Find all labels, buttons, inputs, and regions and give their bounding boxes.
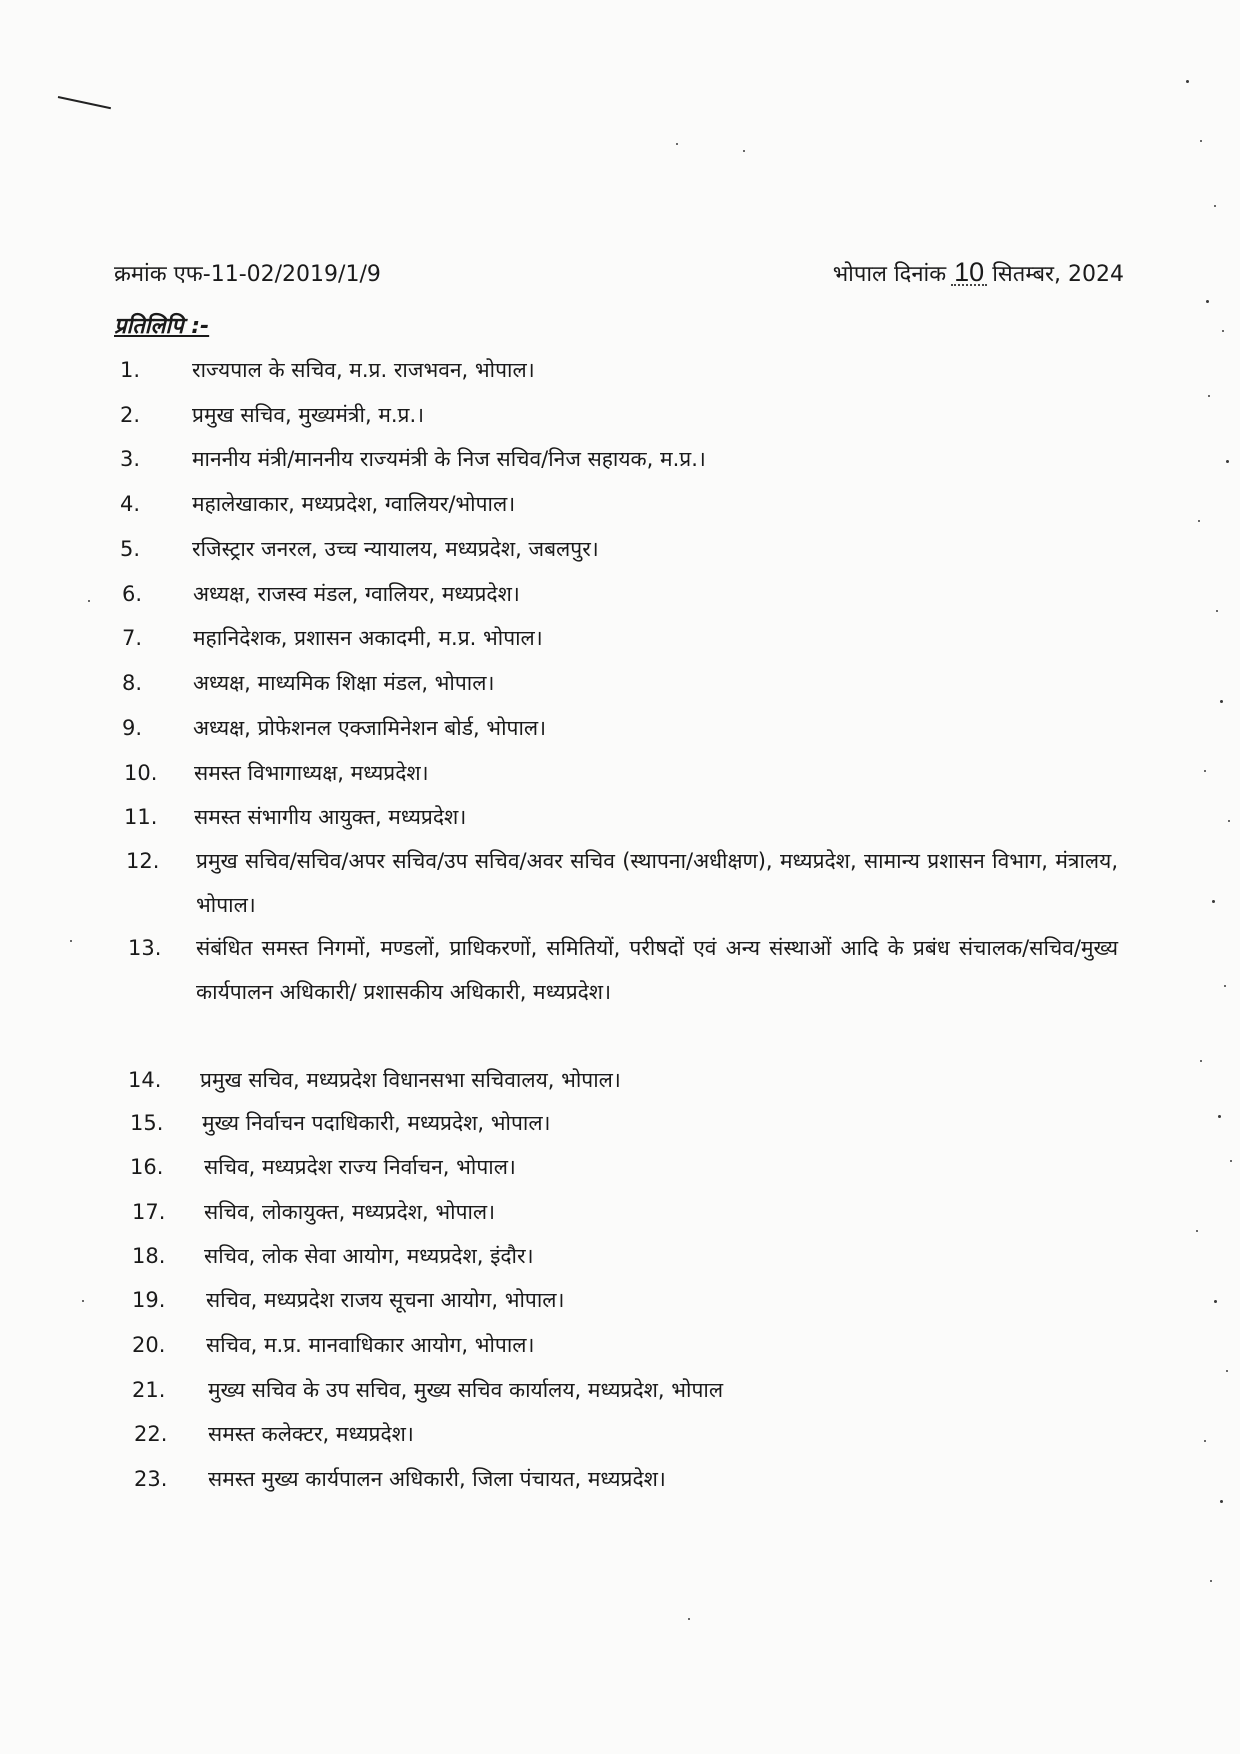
item-number: 14.: [128, 1068, 162, 1092]
scan-speck: [70, 940, 72, 942]
scan-speck: [1216, 610, 1218, 612]
item-number: 1.: [120, 358, 141, 382]
item-number: 15.: [130, 1111, 164, 1135]
item-text: राज्यपाल के सचिव, म.प्र. राजभवन, भोपाल।: [192, 358, 535, 382]
scan-speck: [1208, 395, 1210, 397]
item-number: 23.: [134, 1467, 168, 1491]
item-text: प्रमुख सचिव, मध्यप्रदेश विधानसभा सचिवालय, भोपाल।: [200, 1068, 621, 1092]
scan-speck: [82, 1300, 84, 1302]
item-number: 2.: [120, 403, 141, 427]
item-number: 10.: [124, 761, 158, 785]
scan-speck: [1214, 205, 1216, 207]
scan-speck: [1210, 1580, 1212, 1582]
item-text: सचिव, लोकायुक्त, मध्यप्रदेश, भोपाल।: [204, 1200, 496, 1224]
item-number: 8.: [122, 671, 143, 695]
scan-speck: [1228, 820, 1230, 822]
document-header: [114, 258, 1124, 298]
item-number: 6.: [122, 582, 143, 606]
item-text: अध्यक्ष, प्रोफेशनल एक्जामिनेशन बोर्ड, भोपाल।: [193, 716, 547, 740]
item-number: 19.: [132, 1288, 166, 1312]
item-text: प्रमुख सचिव/सचिव/अपर सचिव/उप सचिव/अवर सचिव (स्थापना/अधीक्षण), मध्यप्रदेश, सामान्य प्रशासन विभाग, मंत्रालय, भोपाल।: [196, 849, 1118, 917]
item-number: 3.: [120, 447, 141, 471]
item-text: सचिव, मध्यप्रदेश राज्य निर्वाचन, भोपाल।: [204, 1155, 516, 1179]
item-text: महालेखाकार, मध्यप्रदेश, ग्वालियर/भोपाल।: [192, 492, 516, 516]
issue-date: [833, 258, 1124, 288]
item-number: 11.: [124, 805, 158, 829]
scan-speck: [1214, 1300, 1217, 1303]
item-number: 18.: [132, 1244, 166, 1268]
item-text: सचिव, म.प्र. मानवाधिकार आयोग, भोपाल।: [206, 1333, 535, 1357]
item-text: अध्यक्ष, माध्यमिक शिक्षा मंडल, भोपाल।: [193, 671, 495, 695]
date-month-year: सितम्बर, 2024: [992, 262, 1124, 287]
item-text: संबंधित समस्त निगमों, मण्डलों, प्राधिकरणों, समितियों, परीषदों एवं अन्य संस्थाओं आदि के प्रबंध संचालक/सचिव/मुख्य कार्यपालन अधिकारी/ प्रशासकीय अधिकारी, मध्यप्रदेश।: [196, 936, 1118, 1004]
item-text: समस्त संभागीय आयुक्त, मध्यप्रदेश।: [194, 805, 467, 829]
scan-speck: [1224, 985, 1226, 987]
item-number: 16.: [130, 1155, 164, 1179]
scan-speck: [1200, 1060, 1202, 1062]
scan-speck: [1222, 330, 1224, 332]
scan-speck: [1196, 1230, 1198, 1232]
item-text: महानिदेशक, प्रशासन अकादमी, म.प्र. भोपाल।: [193, 626, 543, 650]
scan-speck: [1220, 700, 1223, 703]
scan-speck: [1206, 300, 1209, 303]
item-text: सचिव, मध्यप्रदेश राजय सूचना आयोग, भोपाल।: [206, 1288, 565, 1312]
scan-speck: [1218, 1115, 1221, 1118]
item-text: मुख्य निर्वाचन पदाधिकारी, मध्यप्रदेश, भोपाल।: [202, 1111, 551, 1135]
scan-speck: [676, 143, 678, 145]
item-text: अध्यक्ष, राजस्व मंडल, ग्वालियर, मध्यप्रदेश।: [193, 582, 520, 606]
scan-speck: [1204, 1440, 1206, 1442]
item-number: 12.: [126, 849, 160, 873]
item-text: माननीय मंत्री/माननीय राज्यमंत्री के निज सचिव/निज सहायक, म.प्र.।: [192, 447, 706, 471]
date-day: 10: [951, 260, 987, 286]
item-text: समस्त कलेक्टर, मध्यप्रदेश।: [208, 1422, 414, 1446]
item-number: 20.: [132, 1333, 166, 1357]
item-text: सचिव, लोक सेवा आयोग, मध्यप्रदेश, इंदौर।: [204, 1244, 534, 1268]
reference-number: क्रमांक एफ-11-02/2019/1/9: [114, 262, 381, 287]
item-number: 21.: [132, 1378, 166, 1402]
item-text: मुख्य सचिव के उप सचिव, मुख्य सचिव कार्यालय, मध्यप्रदेश, भोपाल: [208, 1378, 724, 1402]
scan-speck: [1226, 460, 1229, 463]
scan-speck: [743, 150, 745, 152]
item-text: रजिस्ट्रार जनरल, उच्च न्यायालय, मध्यप्रदेश, जबलपुर।: [192, 537, 599, 561]
scan-speck: [1226, 1370, 1228, 1372]
item-number: 13.: [128, 936, 162, 960]
pen-mark: [58, 96, 111, 109]
item-number: 4.: [120, 492, 141, 516]
item-number: 22.: [134, 1422, 168, 1446]
item-number: 17.: [132, 1200, 166, 1224]
scan-speck: [1212, 900, 1215, 903]
scan-speck: [1186, 80, 1189, 83]
item-text: समस्त विभागाध्यक्ष, मध्यप्रदेश।: [194, 761, 429, 785]
date-prefix: भोपाल दिनांक: [832, 262, 947, 287]
item-number: 5.: [120, 537, 141, 561]
copy-heading: प्रतिलिपि :-: [114, 314, 210, 339]
item-number: 9.: [122, 716, 143, 740]
scan-speck: [1230, 1160, 1232, 1162]
item-text: प्रमुख सचिव, मुख्यमंत्री, म.प्र.।: [192, 403, 425, 427]
item-number: 7.: [122, 626, 143, 650]
scan-speck: [1198, 520, 1200, 522]
scan-speck: [88, 600, 90, 602]
scan-speck: [1204, 770, 1206, 772]
scan-speck: [688, 1618, 690, 1620]
scan-speck: [1200, 140, 1202, 142]
scan-speck: [1220, 1500, 1223, 1503]
item-text: समस्त मुख्य कार्यपालन अधिकारी, जिला पंचायत, मध्यप्रदेश।: [208, 1467, 666, 1491]
